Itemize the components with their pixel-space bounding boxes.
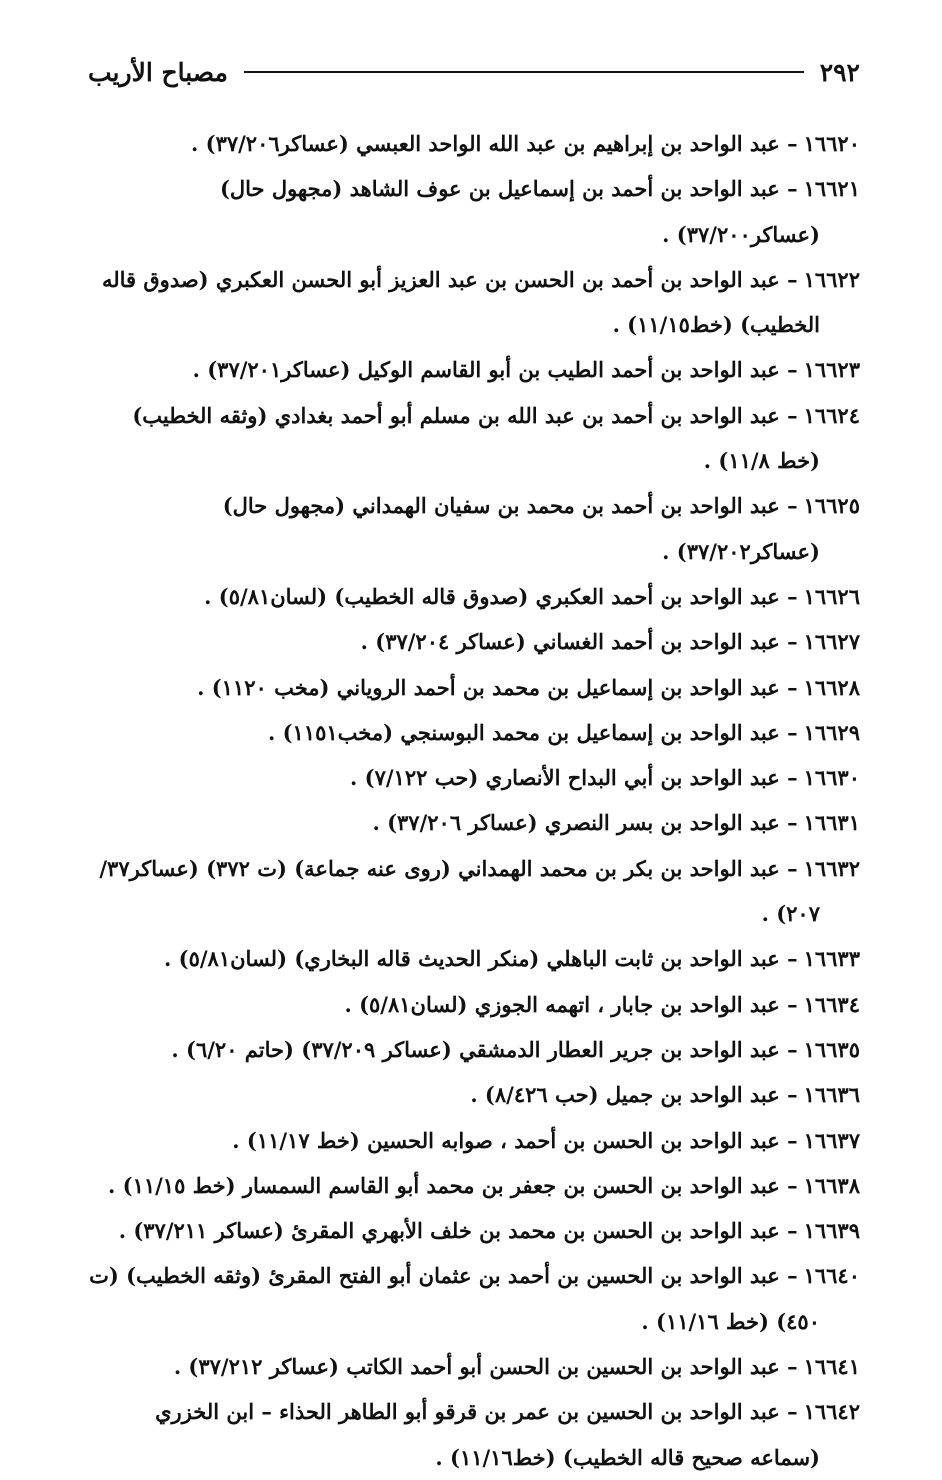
list-item (88, 710, 860, 755)
page-number: ٢٩٢ (819, 57, 860, 87)
entry-number: ١٦٦٢٣ (803, 357, 860, 383)
list-item (88, 574, 860, 619)
entry-text: – عبد الواحد بن إبراهيم بن عبد الله الواحد العبسي (عساكر٣٧/٢٠٦) . (191, 131, 798, 156)
entry-number: ١٦٦٢٧ (803, 629, 860, 655)
list-item (88, 166, 860, 257)
entry-text: – عبد الواحد بن أحمد بن الحسن بن عبد العزيز أبو الحسن العكبري (صدوق قاله الخطيب) (خط١١/١٥) . (101, 266, 820, 338)
entry-number: ١٦٦٤٠ (803, 1263, 860, 1289)
entry-text: – عبد الواحد بن بكر بن محمد الهمداني (روى عنه جماعة) (ت ٣٧٢) (عساكر٣٧/ ٢٠٧) . (99, 855, 820, 927)
list-item (88, 393, 860, 484)
entry-number: ١٦٦٢٢ (803, 266, 860, 292)
entry-number: ١٦٦٤١ (803, 1354, 860, 1380)
list-item (88, 619, 860, 664)
entry-text: – عبد الواحد بن أحمد الغساني (عساكر ٣٧/٢٠٤) . (360, 629, 798, 655)
entry-number: ١٦٦٣٥ (803, 1036, 860, 1062)
entry-text: – عبد الواحد بن أبي البداح الأنصاري (حب ٧/١٢٢) . (350, 765, 798, 791)
entry-text: – عبد الواحد بن جرير العطار الدمشقي (عساكر ٣٧/٢٠٩) (حاتم ٦/٢٠) . (171, 1036, 798, 1062)
entry-number: ١٦٦٢٠ (803, 131, 860, 156)
entry-number: ١٦٦٢٩ (803, 719, 860, 745)
entry-number: ١٦٦٣٩ (803, 1218, 860, 1244)
entry-number: ١٦٦٣٧ (803, 1127, 860, 1153)
entry-text: – عبد الواحد بن الحسن بن أحمد ، صوابه الحسين (خط ١١/١٧) . (232, 1127, 798, 1153)
entry-number: ١٦٦٣٦ (803, 1082, 860, 1108)
entry-text: – عبد الواحد بن إسماعيل بن محمد بن أحمد الروياني (مخب ١١٢٠) . (197, 674, 798, 700)
list-item (88, 800, 860, 845)
entry-number: ١٦٦٢٨ (803, 674, 860, 700)
entry-number: ١٦٦٢٦ (803, 583, 860, 609)
entry-text: – عبد الواحد بن أحمد بن عبد الله بن مسلم أبو أحمد بغدادي (وثقه الخطيب) (خط ١١/٨) . (132, 402, 820, 474)
list-item (88, 1389, 860, 1480)
list-item (88, 1118, 860, 1163)
list-item (88, 483, 860, 574)
entry-text: – عبد الواحد بن أحمد العكبري (صدوق قاله الخطيب) (لسان٥/٨١) . (204, 583, 798, 609)
entry-number: ١٦٦٢١ (803, 176, 860, 202)
entry-text: – عبد الواحد بن جابار ، اتهمه الجوزي (لسان٥/٨١) . (344, 991, 798, 1017)
entry-text: – عبد الواحد بن الحسن بن محمد بن خلف الأبهري المقرئ (عساكر ٣٧/٢١١) . (118, 1218, 798, 1244)
entry-text: – عبد الواحد بن ثابت الباهلي (منكر الحديث قاله البخاري) (لسان٥/٨١) . (164, 946, 798, 972)
entry-number: ١٦٦٣٤ (803, 991, 860, 1017)
running-title: مصباح الأريب (88, 57, 228, 87)
entry-number: ١٦٦٣٢ (803, 855, 860, 881)
entry-number: ١٦٦٣١ (803, 810, 860, 836)
list-item (88, 755, 860, 800)
entry-text: – عبد الواحد بن أحمد بن محمد بن سفيان الهمداني (مجهول حال) (عساكر٣٧/٢٠٢) . (222, 493, 820, 564)
list-item (88, 936, 860, 981)
entry-number: ١٦٦٢٤ (803, 402, 860, 428)
entry-number: ١٦٦٤٢ (803, 1399, 860, 1425)
page-header (88, 52, 860, 92)
list-item (88, 1072, 860, 1117)
list-item (88, 982, 860, 1027)
entry-text: – عبد الواحد بن بسر النصري (عساكر ٣٧/٢٠٦) . (372, 810, 798, 836)
list-item (88, 1027, 860, 1072)
entry-number: ١٦٦٣٣ (803, 946, 860, 972)
entry-text: – عبد الواحد بن جميل (حب ٨/٤٢٦) . (470, 1082, 798, 1108)
entry-number: ١٦٦٣٨ (803, 1172, 860, 1198)
list-item (88, 1208, 860, 1253)
list-item (88, 1253, 860, 1344)
entry-text: – عبد الواحد بن الحسين بن أحمد بن عثمان أبو الفتح المقرئ (وثقه الخطيب) (ت ٤٥٠) (خط ١١/١٦) . (89, 1263, 820, 1334)
header-rule (244, 71, 804, 73)
list-item (88, 1163, 860, 1208)
entry-number: ١٦٦٢٥ (803, 493, 860, 519)
entry-text: – عبد الواحد بن الحسين بن عمر بن قرقو أبو الطاهر الحذاء – ابن الخزري (سماعه صحيح قاله الخطيب) (خط١١/١٦) . (155, 1399, 820, 1470)
list-item (88, 257, 860, 348)
entry-number: ١٦٦٣٠ (803, 765, 860, 791)
entry-list (88, 121, 860, 1480)
entry-text: – عبد الواحد بن أحمد الطيب بن أبو القاسم الوكيل (عساكر٣٧/٢٠١) . (192, 357, 798, 383)
list-item (88, 347, 860, 392)
entry-text: – عبد الواحد بن الحسن بن جعفر بن محمد أبو القاسم السمسار (خط ١١/١٥) . (108, 1172, 798, 1198)
list-item (88, 665, 860, 710)
entry-text: – عبد الواحد بن الحسين بن الحسن أبو أحمد الكاتب (عساكر ٣٧/٢١٢) . (173, 1354, 798, 1380)
entry-text: – عبد الواحد بن أحمد بن إسماعيل بن عوف الشاهد (مجهول حال) (عساكر٣٧/٢٠٠) . (219, 176, 820, 247)
entry-text: – عبد الواحد بن إسماعيل بن محمد البوسنجي (مخب١١٥١) . (267, 719, 798, 745)
list-item (88, 846, 860, 937)
list-item (88, 121, 860, 166)
